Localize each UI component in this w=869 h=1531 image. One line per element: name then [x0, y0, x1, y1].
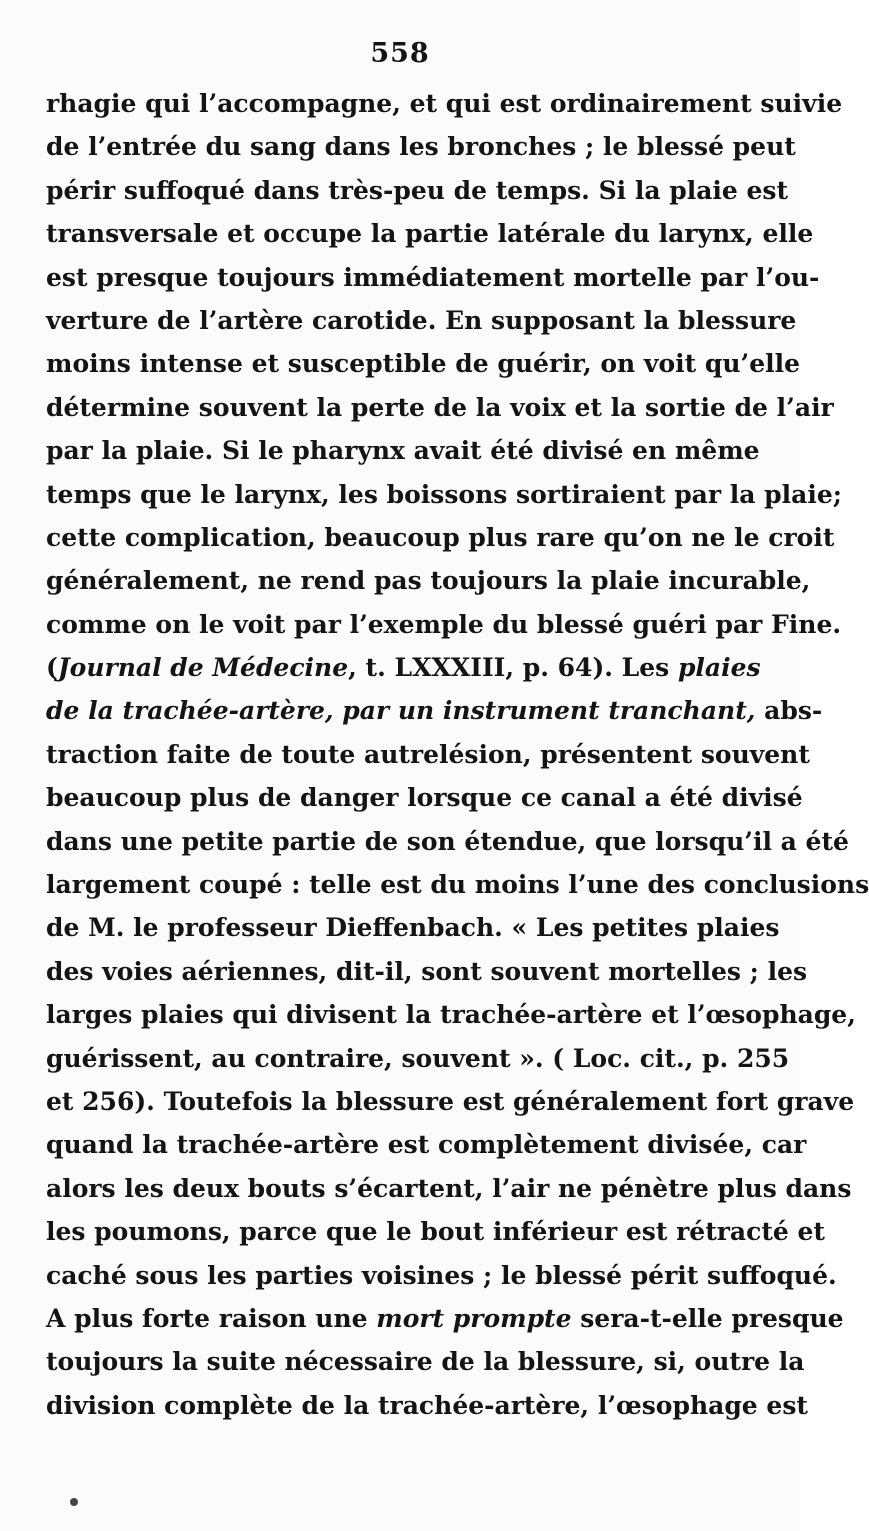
italic-text: de la trachée-artère, par un instrument tranchant, [46, 696, 756, 726]
italic-text: Journal de Médecine [57, 653, 349, 683]
text-line: détermine souvent la perte de la voix et la sortie de l’air [46, 392, 834, 422]
text-line: division complète de la trachée-artère, l’œsophage est [46, 1390, 808, 1420]
text-line: verture de l’artère carotide. En supposant la blessure [46, 305, 797, 335]
text-line [46, 1297, 844, 1340]
text-line: périr suffoqué dans très-peu de temps. Si la plaie est [46, 175, 789, 205]
text-line: par la plaie. Si le pharynx avait été divisé en même [46, 436, 760, 466]
text-line: temps que le larynx, les boissons sortiraient par la plaie; [46, 479, 842, 509]
text-line: beaucoup plus de danger lorsque ce canal a été divisé [46, 783, 803, 813]
text-segment: A plus forte raison une [46, 1303, 377, 1333]
text-line: quand la trachée-artère est complètement divisée, car [46, 1130, 807, 1160]
text-segment: ( [46, 653, 58, 683]
text-line [46, 646, 761, 689]
text-line: des voies aériennes, dit-il, sont souvent mortelles ; les [46, 956, 808, 986]
text-line: alors les deux bouts s’écartent, l’air ne pénètre plus dans [46, 1173, 852, 1203]
text-line: dans une petite partie de son étendue, que lorsqu’il a été [46, 826, 849, 856]
text-line: de M. le professeur Dieffenbach. « Les petites plaies [46, 913, 780, 943]
text-line: cette complication, beaucoup plus rare qu’on ne le croit [46, 522, 835, 552]
text-line: toujours la suite nécessaire de la blessure, si, outre la [46, 1347, 805, 1377]
text-line: et 256). Toutefois la blessure est généralement fort grave [46, 1086, 855, 1116]
text-line: est presque toujours immédiatement mortelle par l’ou- [46, 262, 820, 292]
text-line: largement coupé : telle est du moins l’une des conclusions [46, 870, 869, 900]
text-line: transversale et occupe la partie latérale du larynx, elle [46, 219, 814, 249]
text-line: généralement, ne rend pas toujours la plaie incurable, [46, 566, 811, 596]
ink-spot [70, 1498, 78, 1506]
text-line: guérissent, au contraire, souvent ». ( Loc. cit., p. 255 [46, 1043, 790, 1073]
text-line: de l’entrée du sang dans les bronches ; le blessé peut [46, 132, 796, 162]
text-line: moins intense et susceptible de guérir, on voit qu’elle [46, 349, 801, 379]
page-number: 558 [370, 38, 430, 69]
text-line: larges plaies qui divisent la trachée-artère et l’œsophage, [46, 1000, 856, 1030]
text-line: comme on le voit par l’exemple du blessé guéri par Fine. [46, 609, 842, 639]
text-line: caché sous les parties voisines ; le blessé périt suffoqué. [46, 1260, 837, 1290]
text-line [46, 689, 823, 732]
text-segment: sera-t-elle presque [571, 1303, 844, 1333]
text-segment: abs- [755, 696, 823, 726]
text-segment: , t. LXXXIII, p. 64). Les [348, 653, 678, 683]
text-line: rhagie qui l’accompagne, et qui est ordinairement suivie [46, 89, 843, 118]
text-line: traction faite de toute autrelésion, présentent souvent [46, 739, 810, 769]
italic-text: mort prompte [376, 1303, 572, 1333]
body-text [46, 82, 869, 1427]
text-line: les poumons, parce que le bout inférieur est rétracté et [46, 1217, 825, 1247]
italic-text: plaies [677, 653, 761, 683]
